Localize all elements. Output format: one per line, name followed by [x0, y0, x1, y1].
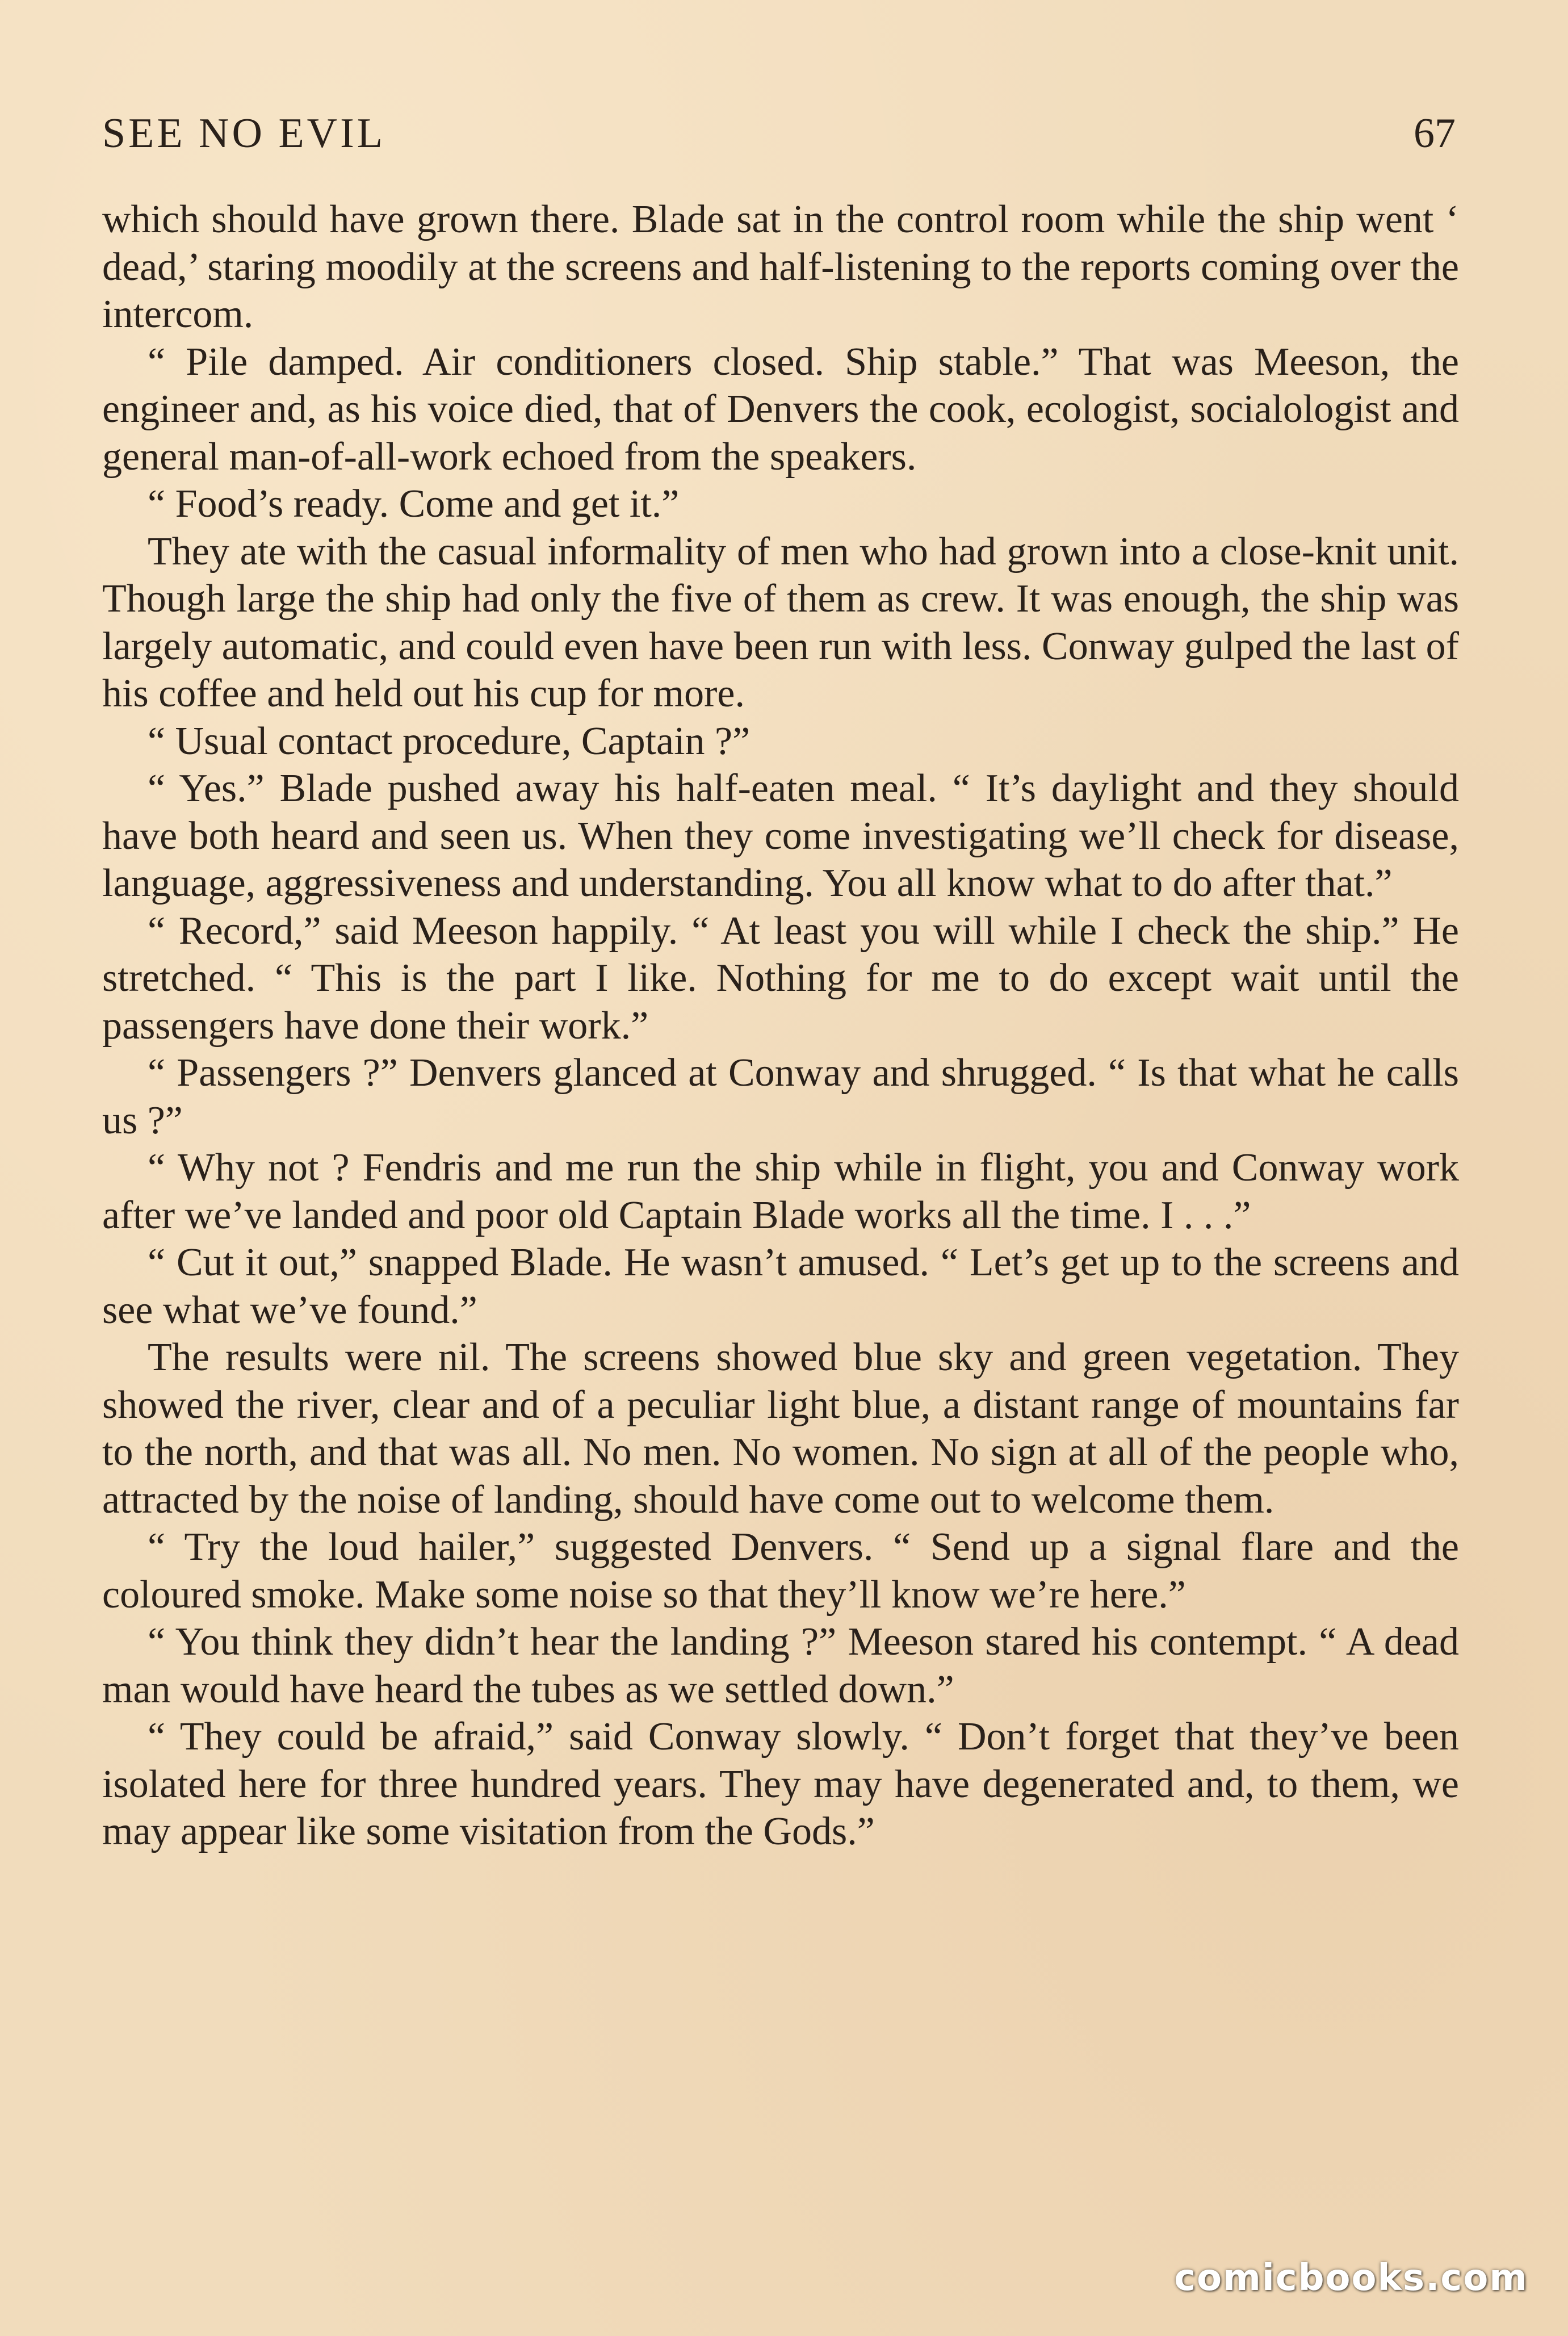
paragraph: “ Why not ? Fendris and me run the ship while in flight, you and Conway work after we’ve landed and poor old Captain Blade works all the time. I . . .” — [102, 1146, 1459, 1237]
watermark: comicbooks.com — [1174, 2257, 1528, 2299]
book-page — [102, 102, 1459, 2249]
running-head — [102, 102, 1459, 165]
paragraph: “ You think they didn’t hear the landing ?” Meeson stared his contempt. “ A dead man would have heard the tubes as we settled down.” — [102, 1620, 1459, 1711]
page-number: 67 — [1414, 110, 1456, 157]
paragraph: “ Pile damped. Air conditioners closed. Ship stable.” That was Meeson, the engineer and, as his voice died, that of Denvers the cook, ecologist, socialologist and general man-of-all-work echoed from the speakers. — [102, 340, 1459, 479]
paragraph: “ Record,” said Meeson happily. “ At least you will while I check the ship.” He stretched. “ This is the part I like. Nothing for me to do except wait until the passengers have done their work.” — [102, 909, 1459, 1048]
paragraph: “ Cut it out,” snapped Blade. He wasn’t amused. “ Let’s get up to the screens and see what we’ve found.” — [102, 1241, 1459, 1332]
paragraph: “ Try the loud hailer,” suggested Denvers. “ Send up a signal flare and the coloured smoke. Make some noise so that they’ll know we’re here.” — [102, 1525, 1459, 1617]
paragraph: “ Food’s ready. Come and get it.” — [148, 482, 680, 526]
paragraph: “ They could be afraid,” said Conway slowly. “ Don’t forget that they’ve been isolated here for three hundred years. They may have degenerated and, to them, we may appear like some visitation from the Gods.” — [102, 1715, 1459, 1853]
body-text — [102, 196, 1459, 1856]
paragraph: The results were nil. The screens showed blue sky and green vegetation. They showed the river, clear and of a peculiar light blue, a distant range of mountains far to the north, and that was all. No men. No women. No sign at all of the people who, attracted by the noise of landing, should have come out to welcome them. — [102, 1336, 1459, 1522]
paragraph: “ Usual contact procedure, Captain ?” — [148, 719, 751, 763]
paragraph: which should have grown there. Blade sat in the control room while the ship went ‘ dead,’ staring moodily at the screens and half-listening to the reports coming over the intercom. — [102, 198, 1459, 336]
paragraph: “ Passengers ?” Denvers glanced at Conway and shrugged. “ Is that what he calls us ?” — [102, 1051, 1459, 1142]
paragraph: They ate with the casual informality of men who had grown into a close-knit unit. Though large the ship had only the five of them as crew. It was enough, the ship was largely automatic, and could even have been run with less. Conway gulped the last of his coffee and held out his cup for more. — [102, 529, 1459, 715]
running-title: SEE NO EVIL — [102, 110, 385, 157]
paragraph: “ Yes.” Blade pushed away his half-eaten meal. “ It’s daylight and they should have both heard and seen us. When they come investigating we’ll check for disease, language, aggressiveness and understanding. You all know what to do after that.” — [102, 767, 1459, 905]
